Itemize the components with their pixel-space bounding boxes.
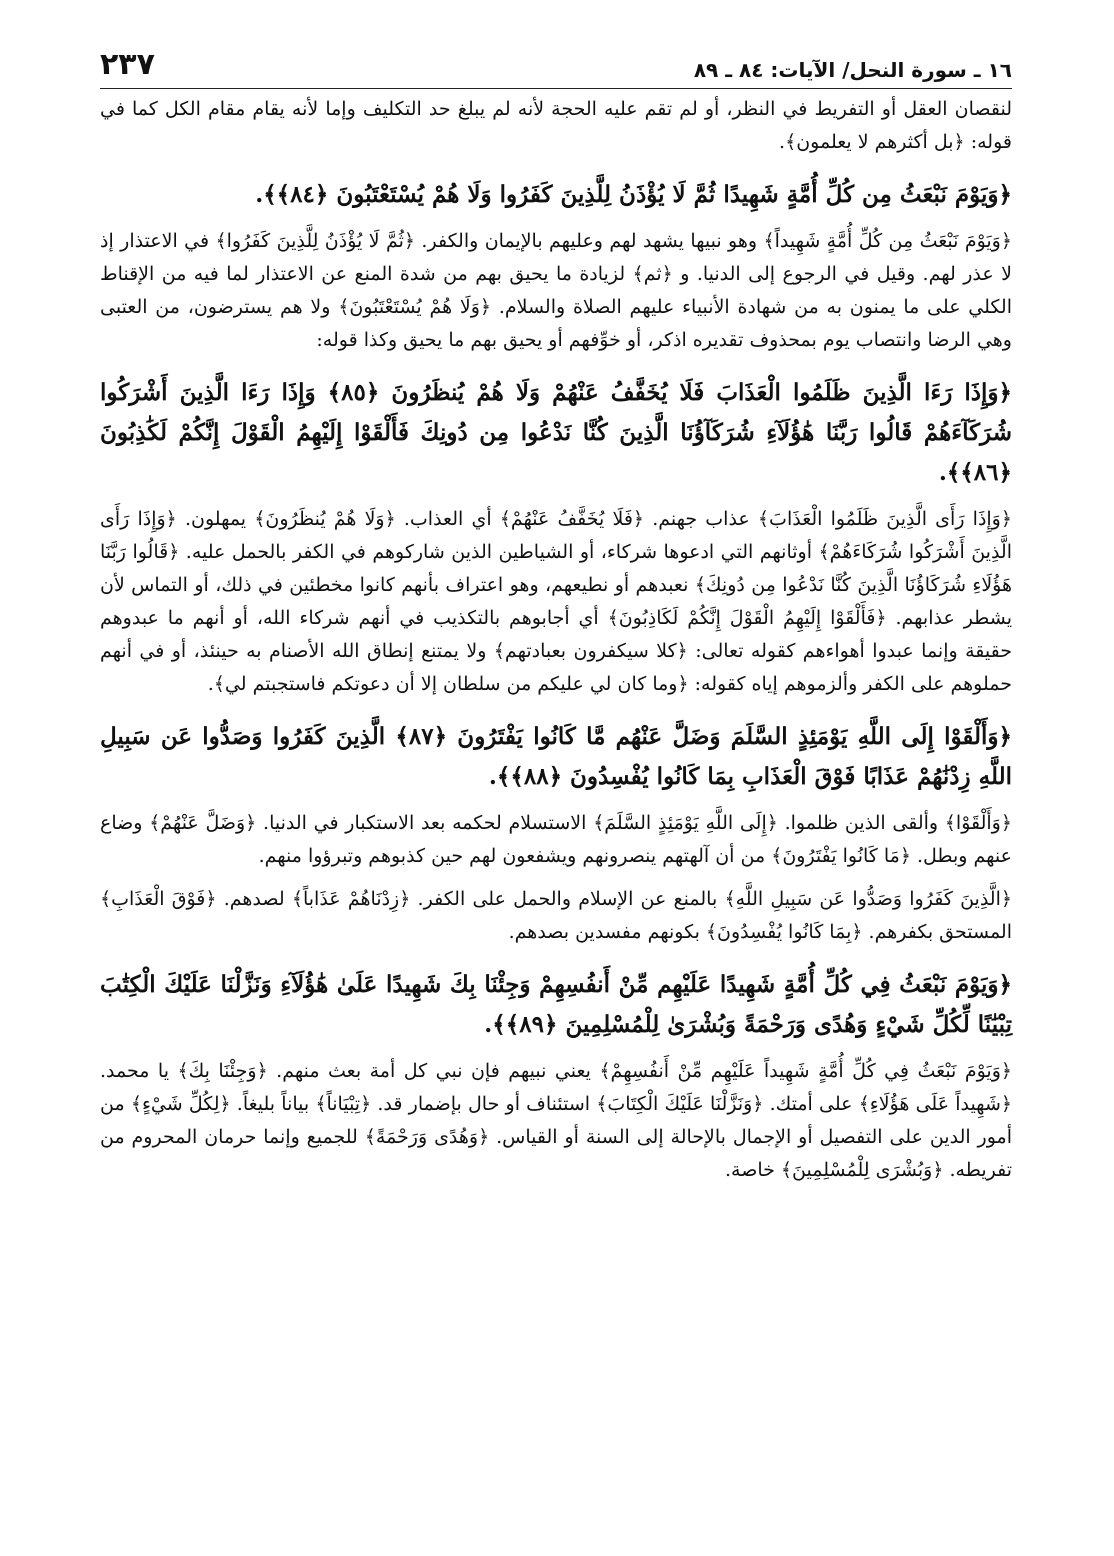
commentary-paragraph: لنقصان العقل أو التفريط في النظر، أو لم تقم عليه الحجة لأنه لم يبلغ حد التكليف وإما لأنه يقام مقام الكل كما في قوله: ﴿بل أكثرهم لا يعلمون﴾. xyxy=(100,98,1012,153)
page-number: ٢٣٧ xyxy=(100,47,155,82)
quran-verse-85-86: ﴿وَإِذَا رَءَا الَّذِينَ ظَلَمُوا الْعَذَابَ فَلَا يُخَفَّفُ عَنْهُمْ وَلَا هُمْ يُنظَرُونَ ﴿٨٥﴾ وَإِذَا رَءَا الَّذِينَ أَشْرَكُوا شُرَكَآءَهُمْ قَالُوا رَبَّنَا هَٰؤُلَآءِ شُرَكَآؤُنَا الَّذِينَ كُنَّا نَدْعُوا مِن دُونِكَ فَأَلْقَوْا إِلَيْهِمُ الْقَوْلَ إِنَّكُمْ لَكَٰذِبُونَ ﴿٨٦﴾﴾. xyxy=(100,379,1012,486)
page-header xyxy=(100,40,1012,89)
commentary-paragraph: ﴿الَّذِينَ كَفَرُوا وَصَدُّوا عَن سَبِيلِ اللَّهِ﴾ بالمنع عن الإسلام والحمل على الكفر. ﴿زِدْنَاهُمْ عَذَاباً﴾ لصدهم. ﴿فَوْقَ الْعَذَابِ﴾ المستحق بكفرهم. ﴿بِمَا كَانُوا يُفْسِدُونَ﴾ بكونهم مفسدين بصدهم. xyxy=(100,888,1012,943)
commentary-paragraph: ﴿وَيَوْمَ نَبْعَثُ مِن كُلِّ أُمَّةٍ شَهِيداً﴾ وهو نبيها يشهد لهم وعليهم بالإيمان والكفر. ﴿ثُمَّ لَا يُؤْذَنُ لِلَّذِينَ كَفَرُوا﴾ في الاعتذار إذ لا عذر لهم. وقيل في الرجوع إلى الدنيا. و ﴿ثم﴾ لزيادة ما يحيق بهم من شدة المنع عن الاعتذار لما فيه من الإقناط الكلي على ما يمنون به من شهادة الأنبياء عليهم الصلاة والسلام. ﴿وَلَا هُمْ يُسْتَعْتَبُونَ﴾ ولا هم يسترضون، من العتبى وهي الرضا وانتصاب يوم بمحذوف تقديره اذكر، أو خوِّفهم أو يحيق بهم ما يحيق وكذا قوله: xyxy=(100,230,1012,351)
chapter-title: ١٦ ـ سورة النحل/ الآيات: ٨٤ ـ ٨٩ xyxy=(693,58,1012,82)
commentary-paragraph: ﴿وَإِذَا رَأَى الَّذِينَ ظَلَمُوا الْعَذَابَ﴾ عذاب جهنم. ﴿فَلَا يُخَفَّفُ عَنْهُمْ﴾ أي العذاب. ﴿وَلَا هُمْ يُنظَرُونَ﴾ يمهلون. ﴿وَإِذَا رَأَى الَّذِينَ أَشْرَكُوا شُرَكَاءَهُمْ﴾ أوثانهم التي ادعوها شركاء، أو الشياطين الذين شاركوهم في الكفر بالحمل عليه. ﴿قَالُوا رَبَّنَا هَؤُلَاءِ شُرَكَاؤُنَا الَّذِينَ كُنَّا نَدْعُوا مِن دُونِكَ﴾ نعبدهم أو نطيعهم، وهو اعتراف بأنهم كانوا مخطئين في ذلك، أو التماس لأن يشطر عذابهم. ﴿فَأَلْقَوْا إِلَيْهِمُ الْقَوْلَ إِنَّكُمْ لَكَاذِبُونَ﴾ أي أجابوهم بالتكذيب في أنهم شركاء الله، أو أنهم ما عبدوهم حقيقة وإنما عبدوا أهواءهم كقوله تعالى: ﴿كلا سيكفرون بعبادتهم﴾ ولا يمتنع إنطاق الله الأصنام به حينئذ، أو في أنهم حملوهم على الكفر وألزموهم إياه كقوله: ﴿وما كان لي عليكم من سلطان إلا أن دعوتكم فاستجبتم لي﴾. xyxy=(100,508,1012,695)
commentary-paragraph: ﴿وَأَلْقَوْا﴾ وألقى الذين ظلموا. ﴿إِلَى اللَّهِ يَوْمَئِذٍ السَّلَمَ﴾ الاستسلام لحكمه بعد الاستكبار في الدنيا. ﴿وَضَلَّ عَنْهُمْ﴾ وضاع عنهم وبطل. ﴿مَا كَانُوا يَفْتَرُونَ﴾ من أن آلهتهم ينصرونهم ويشفعون لهم حين كذبوهم وتبرؤوا منهم. xyxy=(100,812,1012,867)
commentary-paragraph: ﴿وَيَوْمَ نَبْعَثُ فِي كُلِّ أُمَّةٍ شَهِيداً عَلَيْهِم مِّنْ أَنفُسِهِمْ﴾ يعني نبيهم فإن نبي كل أمة بعث منهم. ﴿وَجِئْنَا بِكَ﴾ يا محمد. ﴿شَهِيداً عَلَى هَؤُلَاءِ﴾ على أمتك. ﴿وَنَزَّلْنَا عَلَيْكَ الْكِتَابَ﴾ استئناف أو حال بإضمار قد. ﴿تِبْيَاناً﴾ بياناً بليغاً. ﴿لِكُلِّ شَيْءٍ﴾ من أمور الدين على التفصيل أو الإجمال بالإحالة إلى السنة أو القياس. ﴿وَهُدًى وَرَحْمَةً﴾ للجميع وإنما حرمان المحروم من تفريطه. ﴿وَبُشْرَى لِلْمُسْلِمِينَ﴾ خاصة. xyxy=(100,1060,1012,1181)
document-page xyxy=(100,40,1012,1187)
quran-verse-87-88: ﴿وَأَلْقَوْا إِلَى اللَّهِ يَوْمَئِذٍ السَّلَمَ وَضَلَّ عَنْهُم مَّا كَانُوا يَفْتَرُونَ ﴿٨٧﴾ الَّذِينَ كَفَرُوا وَصَدُّوا عَن سَبِيلِ اللَّهِ زِدْنَٰهُمْ عَذَابًا فَوْقَ الْعَذَابِ بِمَا كَانُوا يُفْسِدُونَ ﴿٨٨﴾﴾. xyxy=(100,723,1012,790)
quran-verse-89: ﴿وَيَوْمَ نَبْعَثُ فِي كُلِّ أُمَّةٍ شَهِيدًا عَلَيْهِم مِّنْ أَنفُسِهِمْ وَجِئْنَا بِكَ شَهِيدًا عَلَىٰ هَٰؤُلَآءِ وَنَزَّلْنَا عَلَيْكَ الْكِتَٰبَ تِبْيَٰنًا لِّكُلِّ شَيْءٍ وَهُدًى وَرَحْمَةً وَبُشْرَىٰ لِلْمُسْلِمِينَ ﴿٨٩﴾﴾. xyxy=(100,971,1012,1038)
quran-verse-84: ﴿وَيَوْمَ نَبْعَثُ مِن كُلِّ أُمَّةٍ شَهِيدًا ثُمَّ لَا يُؤْذَنُ لِلَّذِينَ كَفَرُوا وَلَا هُمْ يُسْتَعْتَبُونَ ﴿٨٤﴾﴾. xyxy=(255,181,1012,208)
